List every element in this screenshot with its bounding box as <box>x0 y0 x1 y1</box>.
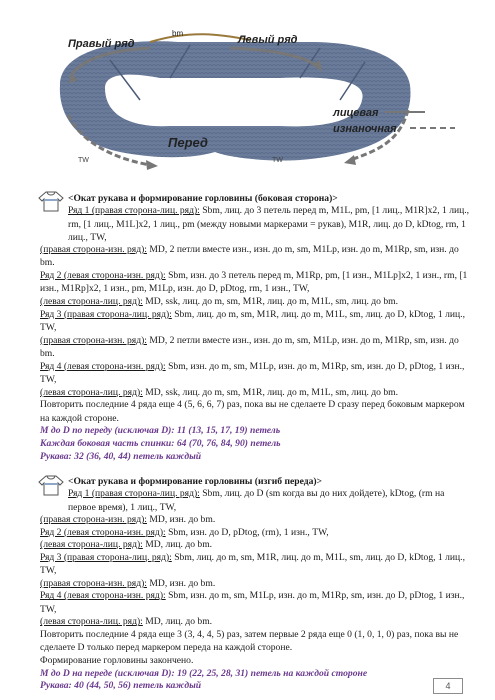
row-text: MD, ssk, лиц. до m, sm, M1R, лиц. до m, M1L, sm, лиц. до bm. <box>142 386 398 398</box>
row-label: (правая сторона-изн. ряд): <box>40 577 147 589</box>
section2-note-sleeves: Рукава: 40 (44, 50, 56) петель каждый <box>40 680 202 692</box>
row-text: MD, лиц. до bm. <box>142 616 213 628</box>
row-label: (левая сторона-лиц. ряд): <box>40 539 143 551</box>
section1-row4-right <box>40 386 470 399</box>
legend-purl-label: изнаночная <box>333 123 397 135</box>
row-text: Sbm, изн. до D, pDtog, (rm), 1 изн., TW, <box>165 526 329 538</box>
section1-row2 <box>40 269 470 296</box>
section2-row2 <box>40 526 470 539</box>
knitted-yoke <box>60 41 411 160</box>
sweater-thumbnail-icon <box>38 474 64 496</box>
row-text: MD, 2 петли вместе изн., изн. до m, sm, M1Lp, изн. до m, M1Rp, sm, изн. до bm. <box>40 334 459 360</box>
row-text: Sbm, изн. до m, sm, M1Lp, изн. до m, M1Rp, sm, изн. до D, pDtog, 1 изн., TW, <box>40 590 465 615</box>
row-label: (левая сторона-лиц. ряд): <box>40 296 143 308</box>
row-text: Sbm, лиц. до m, sm, M1R, лиц. до m, M1L, sm, лиц. до D, kDtog, 1 лиц., TW, <box>40 551 465 577</box>
section1-row4 <box>40 360 470 387</box>
section1-row1 <box>68 204 470 244</box>
sweater-thumbnail-icon <box>38 190 64 212</box>
knitting-photo-figure <box>0 0 495 185</box>
row-label: (правая сторона-изн. ряд): <box>40 514 147 526</box>
row-label: Ряд 2 (левая сторона-изн. ряд): <box>40 270 166 282</box>
row-label: Ряд 2 (левая сторона-изн. ряд): <box>40 526 166 538</box>
right-bottom-arrowhead <box>344 155 356 165</box>
section2-row3 <box>40 551 470 578</box>
section2-row3-wrong <box>40 577 470 590</box>
section2-row4 <box>40 589 470 616</box>
section1-repeat: Повторить последние 4 ряда еще 4 (5, 6, 6, 7) раз, пока вы не сделаете D сразу перед боковым маркером на каждой стороне. <box>40 399 465 424</box>
row-text: Sbm, лиц. до m, sm, M1R, лиц. до m, M1L, sm, лиц. до D, kDtog, 1 лиц., TW, <box>40 308 465 334</box>
row-label: Ряд 4 (левая сторона-изн. ряд): <box>40 590 166 602</box>
tw-right-label: TW <box>272 157 283 164</box>
row-text: Sbm, изн. до 3 петель перед m, M1Rp, pm, [1 изн., M1Lp]x2, 1 изн., rm, [1 изн., M1Rp]x2, 1 изн., pm, M1Lp, изн. до D, pDtog, rm, 1 изн., TW, <box>40 270 468 295</box>
row-label: Ряд 3 (правая сторона-лиц. ряд): <box>40 551 172 563</box>
section1-row3-wrong <box>40 334 470 361</box>
row-label: (правая сторона-изн. ряд): <box>40 244 147 255</box>
section1-note-back: Каждая боковая часть спинки: 64 (70, 76, 84, 90) петель <box>40 437 281 449</box>
section2-row1-wrong <box>40 513 470 526</box>
row-text: MD, изн. до bm. <box>146 577 216 589</box>
section2-row2-right <box>40 538 470 551</box>
section2-note-front: M до D на переде (исключая D): 19 (22, 25, 28, 31) петель на каждой стороне <box>40 667 368 679</box>
section1-row2-right <box>40 295 470 308</box>
right-row-label: Правый ряд <box>68 38 135 50</box>
section2-title: <Окат рукава и формирование горловины (изгиб переда)> <box>68 475 323 487</box>
legend-face-label: лицевая <box>333 107 379 119</box>
row-text: Sbm, лиц. до 3 петель перед m, M1L, pm, [1 лиц., M1R]x2, 1 лиц., rm, [1 лиц., M1L]x2, 1 лиц., pm (между новыми маркерами = рукав), M1R, лиц. до D, kDtog, rm, 1 лиц., TW, <box>68 205 470 244</box>
section1-title: <Окат рукава и формирование горловины (боковая сторона)> <box>68 192 338 204</box>
section1-note-sleeves: Рукава: 32 (36, 40, 44) петель каждый <box>40 450 202 462</box>
row-label: Ряд 3 (правая сторона-лиц. ряд): <box>40 308 172 320</box>
needle-cable <box>150 34 250 42</box>
tw-left-label: TW <box>78 157 89 164</box>
row-label: (левая сторона-лиц. ряд): <box>40 386 143 398</box>
section1-note-front: M до D по переду (исключая D): 11 (13, 15, 17, 19) петель <box>40 425 281 437</box>
row-text: MD, лиц. до bm. <box>142 539 213 551</box>
section2-finish: Формирование горловины закончено. <box>40 655 194 667</box>
row-text: MD, изн. до bm. <box>146 514 216 526</box>
row-text: Sbm, лиц. до D (sm когда вы до них дойдете), kDtog, (rm на первое время), 1 лиц., TW, <box>68 488 445 513</box>
row-label: Ряд 1 (правая сторона-лиц. ряд): <box>68 205 200 217</box>
left-row-label: Левый ряд <box>238 34 298 46</box>
section2-row1 <box>68 487 470 514</box>
front-label: Перед <box>168 135 208 150</box>
left-bottom-arrowhead <box>146 160 158 170</box>
row-label: Ряд 1 (правая сторона-лиц. ряд): <box>68 488 200 500</box>
row-label: (правая сторона-изн. ряд): <box>40 334 147 346</box>
page-number: 4 <box>433 678 463 694</box>
row-text: MD, 2 петли вместе изн., изн. до m, sm, M1Lp, изн. до m, M1Rp, sm, изн. до bm. <box>40 244 459 269</box>
row-text: MD, ssk, лиц. до m, sm, M1R, лиц. до m, M1L, sm, лиц. до bm. <box>142 296 398 308</box>
yoke-photo <box>0 0 495 185</box>
section2-row4-right <box>40 615 470 628</box>
section1-row1-wrong <box>40 243 470 270</box>
bm-label: bm <box>172 29 184 38</box>
row-label: (левая сторона-лиц. ряд): <box>40 616 143 628</box>
section2-repeat: Повторить последние 4 ряда еще 3 (3, 4, 4, 5) раз, затем первые 2 ряда еще 0 (1, 0, 1, 0) раз, пока вы не сделаете D только перед маркером переда на каждой стороне. <box>40 629 459 654</box>
row-text: Sbm, изн. до m, sm, M1Lp, изн. до m, M1Rp, sm, изн. до D, pDtog, 1 изн., TW, <box>40 360 465 386</box>
row-label: Ряд 4 (левая сторона-изн. ряд): <box>40 360 166 372</box>
section1-row3 <box>40 308 470 335</box>
